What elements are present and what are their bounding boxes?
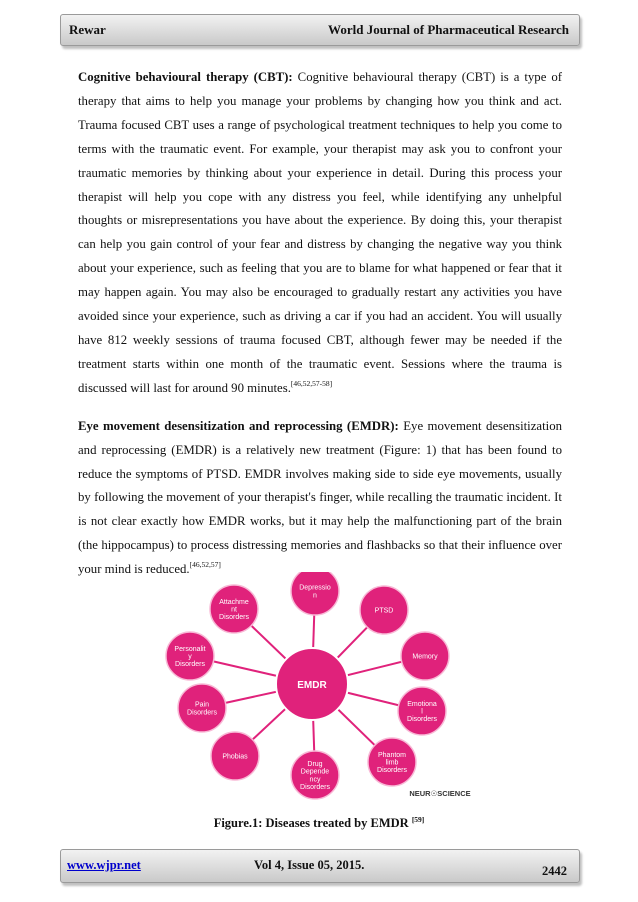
disorder-node-label: Personalit y Disorders [174, 645, 206, 669]
figure-caption-citation: [59] [411, 815, 425, 824]
emdr-center-label: EMDR [297, 680, 327, 691]
cbt-text: Cognitive behavioural therapy (CBT) is a type of therapy that aims to help you manage your problems by changing how you think and act. Trauma focused CBT uses a range of psychological treatment techniques to help you come to terms with the traumatic event. For example, your therapist may ask you to confront your traumatic memories by thinking about your experience in detail. During this process your therapist will help you cope with any distress you feel, while identifying any unhelpful thoughts or misrepresentations you have about the experience. By doing this, your therapist can help you gain control of your fear and distress by changing the negative way you think about your experience, such as feeling that you are to blame for what happened or fear that it may happen again. You may also be encouraged to gradually restart any activities you have avoided since your experience, such as driving a car if you had an accident. You will usually have 812 weekly sessions of trauma focused CBT, although fewer may be needed if the treatment starts within one month of the traumatic event. Sessions where the trauma is discussed will last for around 90 minutes. [78, 70, 562, 395]
neuroscience-logo: NEUR☉SCIENCE [409, 789, 471, 798]
emdr-figure [150, 572, 490, 802]
emdr-paragraph [78, 415, 562, 582]
emdr-citation: [46,52,57] [189, 560, 221, 570]
article-body [78, 66, 562, 582]
page-number: 2442 [542, 864, 567, 878]
header-author: Rewar [69, 22, 106, 37]
disorder-node-label: Drug Depende ncy Disorders [300, 761, 330, 791]
figure-caption [0, 815, 638, 831]
disorder-node-label: PTSD [374, 607, 394, 615]
cbt-heading: Cognitive behavioural therapy (CBT): [78, 70, 293, 84]
emdr-heading: Eye movement desensitization and reprocessing (EMDR): [78, 418, 399, 433]
page-header [60, 14, 580, 46]
disorder-node-label: Pain Disorders [187, 701, 217, 717]
disorder-node-label: Memory [412, 653, 438, 661]
page-footer [60, 849, 580, 883]
disorder-node-label: Depressio n [299, 584, 331, 600]
cbt-paragraph [78, 66, 562, 401]
disorder-node-label: Attachme nt Disorders [219, 598, 249, 622]
disorder-node-label: Emotiona l Disorders [407, 700, 437, 724]
journal-url-link[interactable]: www.wjpr.net [67, 858, 141, 872]
disorder-node-label: Phantom limb Disorders [377, 751, 407, 775]
figure-caption-text: Figure.1: Diseases treated by EMDR [213, 816, 409, 830]
cbt-citation: [46,52,57-58] [290, 378, 333, 388]
emdr-diagram [150, 572, 490, 802]
header-journal-title: World Journal of Pharmaceutical Research [328, 22, 569, 37]
disorder-node-label: Phobias [222, 753, 248, 761]
footer-volume: Vol 4, Issue 05, 2015. [254, 858, 365, 872]
emdr-text: Eye movement desensitization and reprocessing (EMDR) is a relatively new treatment (Figure: 1) that has been found to reduce the symptoms of PTSD. EMDR involves making side to side eye movements, usually by following the movement of your therapist's finger, while recalling the traumatic incident. It is not clear exactly how EMDR works, but it may help the malfunctioning part of the brain (the hippocampus) to process distressing memories and flashbacks so that their influence over your mind is reduced. [78, 418, 562, 577]
